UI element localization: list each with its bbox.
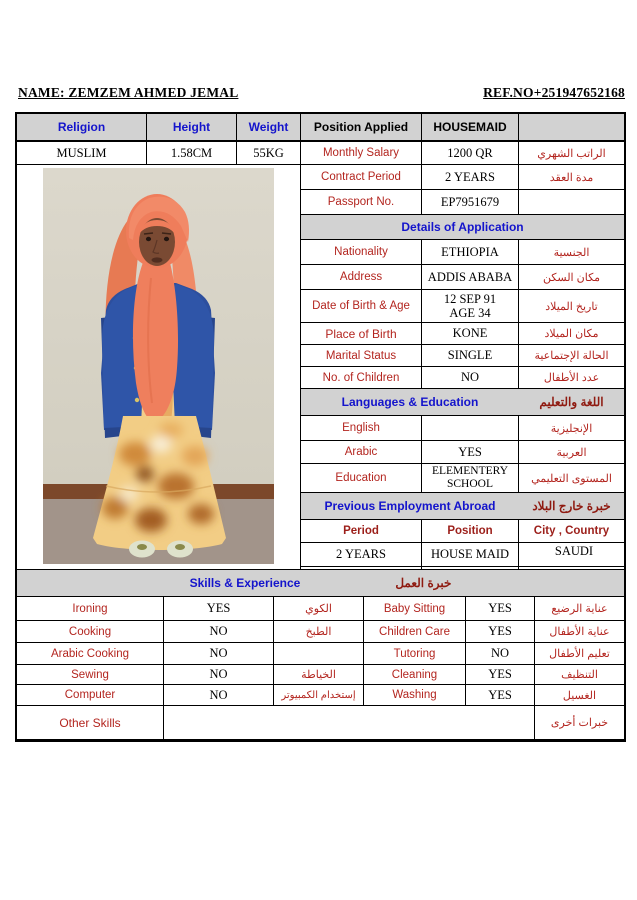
field-value: YES [422, 441, 519, 463]
field-value: KONE [422, 323, 519, 344]
section-title: Details of Application [401, 220, 524, 234]
skill-arabic: الكوي [274, 597, 364, 620]
skill-label: Children Care [364, 621, 466, 642]
other-skills-label: Other Skills [17, 706, 164, 739]
skill-arabic: تعليم الأطفال [549, 648, 610, 660]
other-skills-arabic: خبرات أخرى [550, 717, 609, 729]
section-details-of-application [301, 215, 624, 240]
document-header [18, 85, 625, 101]
field-label: Monthly Salary [301, 142, 422, 164]
skill-value: YES [466, 621, 535, 642]
skill-row [17, 665, 624, 685]
field-arabic-label: عدد الأطفال [543, 372, 600, 384]
skill-value: NO [164, 643, 274, 664]
period-value: 2 YEARS [301, 543, 422, 566]
applicant-photo [43, 168, 274, 564]
skill-arabic: عناية الرضيع [551, 603, 608, 615]
skill-label: Baby Sitting [364, 597, 466, 620]
table-row [301, 240, 624, 265]
skill-arabic: الطبخ [274, 621, 364, 642]
field-value: EP7951679 [422, 190, 519, 214]
skill-label: Tutoring [364, 643, 466, 664]
skill-value: YES [164, 597, 274, 620]
field-value: NO [422, 367, 519, 388]
table-row [301, 323, 624, 345]
section-title-arabic: اللغة والتعليم [539, 395, 604, 409]
position-applied-header: Position Applied [301, 114, 422, 140]
skill-value: NO [164, 685, 274, 705]
table-row [17, 142, 624, 165]
field-value: 2 YEARS [422, 165, 519, 189]
field-arabic-label: المستوى التعليمي [531, 472, 612, 485]
field-value [422, 290, 519, 322]
skill-arabic: الخياطة [274, 665, 364, 684]
field-arabic-label: الإنجليزية [550, 422, 593, 435]
section-title: Skills & Experience [189, 576, 301, 590]
skill-row [17, 621, 624, 643]
ref-number: REF.NO+251947652168 [483, 85, 625, 100]
section-title: Previous Employment Abroad [324, 499, 496, 513]
skill-arabic [274, 643, 364, 664]
skill-arabic: الغسيل [562, 689, 597, 702]
empty-cell [519, 567, 624, 569]
field-arabic-label: الحالة الإجتماعية [534, 350, 609, 362]
field-arabic-label: مدة العقد [549, 171, 594, 184]
field-arabic-label: تاريخ الميلاد [545, 300, 598, 313]
period-header: Period [301, 520, 422, 542]
skill-arabic: إستخدام الكمبيوتر [274, 685, 364, 705]
table-header-row [17, 114, 624, 142]
employment-data-row [301, 543, 624, 567]
position-header: Position [422, 520, 519, 542]
field-value: ELEMENTERY SCHOOL [422, 464, 519, 492]
table-row [301, 290, 624, 323]
field-label: Passport No. [301, 190, 422, 214]
religion-header: Religion [17, 114, 147, 140]
skill-label: Cleaning [364, 665, 466, 684]
age-value: AGE 34 [449, 306, 491, 320]
field-arabic-label: الجنسية [553, 246, 590, 259]
section-skills-experience [17, 570, 624, 597]
skill-row [17, 685, 624, 706]
skill-label: Ironing [17, 597, 164, 620]
skill-label: Computer [17, 685, 164, 705]
skill-label: Arabic Cooking [17, 643, 164, 664]
skill-row [17, 643, 624, 665]
field-value: ETHIOPIA [422, 240, 519, 264]
skill-label: Cooking [17, 621, 164, 642]
weight-value: 55KG [237, 142, 301, 164]
section-languages-education [301, 389, 624, 416]
other-skills-blank [164, 706, 535, 739]
header-blank-cell [519, 114, 624, 140]
skill-value: NO [466, 643, 535, 664]
table-row [301, 416, 624, 441]
height-header: Height [147, 114, 237, 140]
section-title: Languages & Education [341, 395, 479, 409]
skill-label: Washing [364, 685, 466, 705]
section-title-arabic: خبرة العمل [395, 576, 452, 590]
field-label: Address [301, 265, 422, 289]
city-country-value: SAUDI [554, 544, 594, 558]
table-row [301, 265, 624, 290]
table-body [17, 165, 624, 570]
city-country-header: City , Country [533, 525, 610, 537]
field-value: SINGLE [422, 345, 519, 366]
skill-arabic: التنظيف [561, 669, 598, 681]
empty-cell [422, 567, 519, 569]
field-arabic-label: مكان الميلاد [544, 328, 599, 340]
religion-value: MUSLIM [17, 142, 147, 164]
empty-row [301, 567, 624, 569]
skill-arabic: عناية الأطفال [549, 626, 610, 638]
skill-value: YES [466, 665, 535, 684]
table-row [301, 190, 624, 215]
empty-cell [301, 567, 422, 569]
dob-value: 12 SEP 91 [443, 291, 497, 306]
field-label: Nationality [301, 240, 422, 264]
field-arabic-label [519, 190, 624, 214]
field-value: 1200 QR [422, 142, 519, 164]
employment-header-row [301, 520, 624, 543]
cv-table [15, 112, 626, 742]
field-label: Marital Status [301, 345, 422, 366]
detail-rows [301, 165, 624, 569]
position-value: HOUSE MAID [422, 543, 519, 566]
photo-cell [17, 165, 301, 569]
skill-value: YES [466, 597, 535, 620]
field-label: Place of Birth [301, 323, 422, 344]
table-row [301, 165, 624, 190]
skill-label: Sewing [17, 665, 164, 684]
skill-value: YES [466, 685, 535, 705]
table-row [301, 464, 624, 493]
other-skills-row [17, 706, 624, 739]
section-title-arabic: خبرة خارج البلاد [532, 499, 611, 513]
field-arabic-label: مكان السكن [542, 271, 601, 284]
field-label: Arabic [301, 441, 422, 463]
field-label: English [301, 416, 422, 440]
skill-value: NO [164, 665, 274, 684]
field-label: Education [301, 464, 422, 492]
field-label: No. of Children [301, 367, 422, 388]
section-previous-employment [301, 493, 624, 520]
field-value: ADDIS ABABA [422, 265, 519, 289]
weight-header: Weight [237, 114, 301, 140]
field-label: Date of Birth & Age [301, 290, 422, 322]
skill-row [17, 597, 624, 621]
table-row [301, 367, 624, 389]
field-label: Contract Period [301, 165, 422, 189]
applicant-name: NAME: ZEMZEM AHMED JEMAL [18, 85, 239, 100]
skill-value: NO [164, 621, 274, 642]
field-value [422, 416, 519, 440]
field-arabic-label: العربية [556, 446, 587, 459]
table-row [301, 441, 624, 464]
height-value: 1.58CM [147, 142, 237, 164]
table-row [301, 345, 624, 367]
field-arabic-label: الراتب الشهري [537, 147, 606, 160]
position-value: HOUSEMAID [422, 114, 519, 140]
